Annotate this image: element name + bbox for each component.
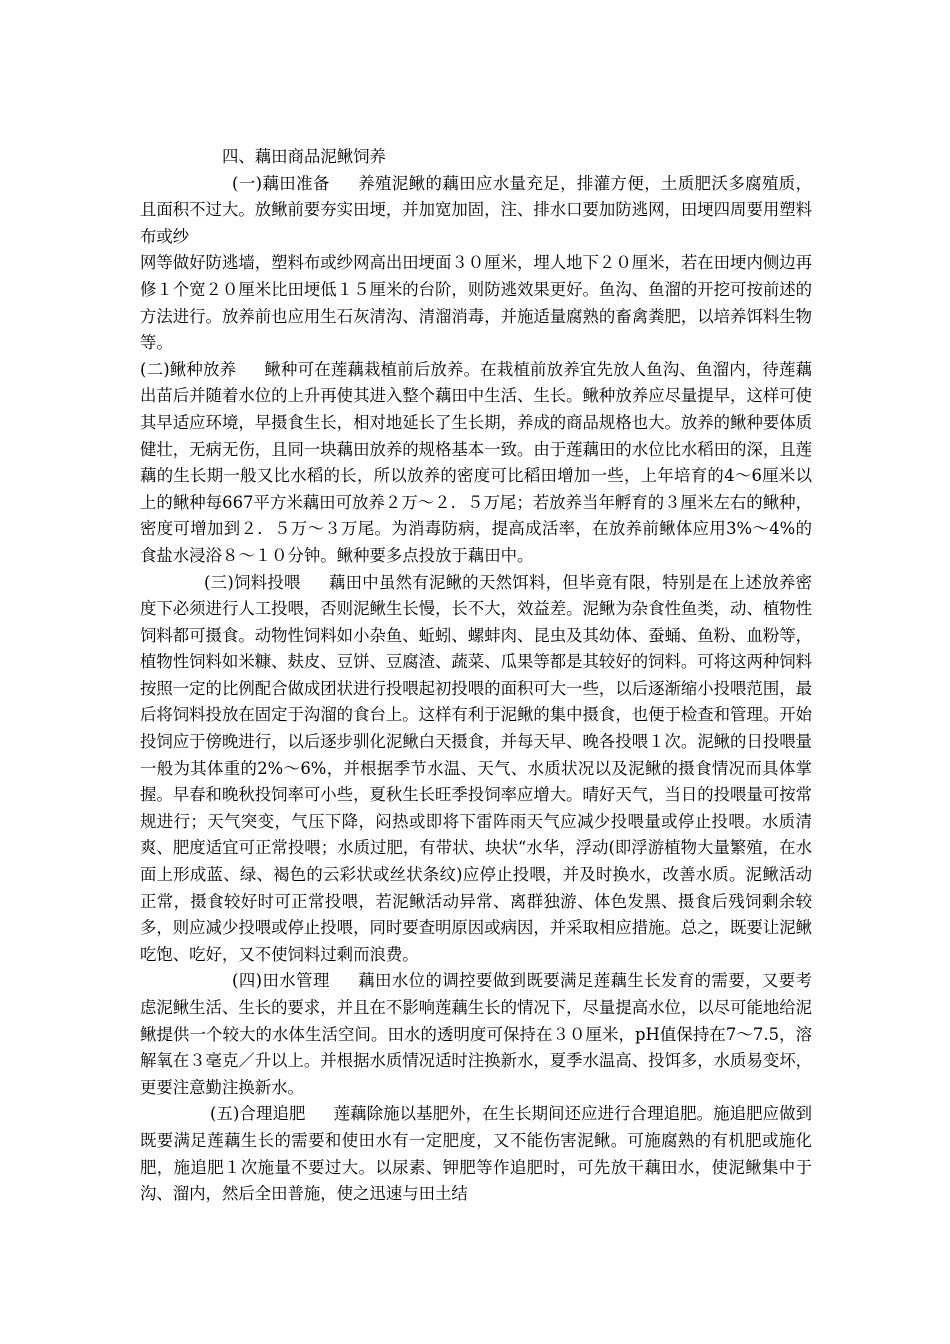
paragraph-fertilizing	[140, 1101, 812, 1207]
paragraph-text: 莲藕除施以基肥外，在生长期间还应进行合理追肥。施追肥应做到既要满足莲藕生长的需要和使田水有一定肥度，又不能伤害泥鳅。可施腐熟的有机肥或施化肥，施追肥１次施量不要过大。以尿素、钾肥等作追肥时，可先放干藕田水，使泥鳅集中于沟、溜内，然后全田普施，使之迅速与田土结	[140, 1104, 813, 1204]
paragraph-heading: (二)鳅种放养	[140, 359, 237, 379]
paragraph-text: 藕田水位的调控要做到既要满足莲藕生长发育的需要，又要考虑泥鳅生活、生长的要求，并且在不影响莲藕生长的情况下，尽量提高水位，以尽可能地给泥鳅提供一个较大的水体生活空间。田水的透明度可保持在３０厘米，pH值保持在7～7.5，溶解氧在３毫克／升以上。并根据水质情况适时注换新水，夏季水温高、投饵多，水质易变坏，更要注意勤注换新水。	[140, 971, 813, 1097]
section-title: 四、藕田商品泥鳅饲养	[222, 147, 386, 166]
paragraph-field-preparation	[140, 171, 812, 251]
paragraph-heading: (一)藕田准备	[232, 173, 330, 193]
paragraph-text: 鳅种可在莲藕栽植前后放养。在栽植前放养宜先放人鱼沟、鱼溜内，待莲藕出苗后并随着水位的上升再使其进入整个藕田中生活、生长。鳅种放养应尽量提早，这样可使其早适应环境，早摄食生长，相对地延长了生长期，养成的商品规格也大。放养的鳅种要体质健壮，无病无伤，且同一块藕田放养的规格基本一致。由于莲藕田的水位比水稻田的深，且莲藕的生长期一般又比水稻的长，所以放养的密度可比稻田增加一些，上年培育的4～6厘米以上的鳅种每667平方米藕田可放养２万～２．５万尾；若放养当年孵育的３厘米左右的鳅种，密度可增加到２．５万～３万尾。为消毒防病，提高成活率，在放养前鳅体应用3%～4%的食盐水浸浴８～１０分钟。鳅种要多点投放于藕田中。	[140, 359, 813, 565]
paragraph-text: 藕田中虽然有泥鳅的天然饵料，但毕竟有限，特别是在上述放养密度下必须进行人工投喂，否则泥鳅生长慢，长不大，效益差。泥鳅为杂食性鱼类，动、植物性饲料都可摄食。动物性饲料如小杂鱼、蚯蚓、螺蚌肉、昆虫及其幼体、蚕蛹、鱼粉、血粉等，植物性饲料如米糠、麸皮、豆饼、豆腐渣、蔬菜、瓜果等都是其较好的饲料。可将这两种饲料按照一定的比例配合做成团状进行投喂起初投喂的面积可大一些，以后逐渐缩小投喂范围，最后将饲料投放在固定于沟溜的食台上。这样有利于泥鳅的集中摄食，也便于检查和管理。开始投饲应于傍晚进行，以后逐步驯化泥鳅白天摄食，并每天早、晚各投喂１次。泥鳅的日投喂量一般为其体重的2%～6%，并根据季节水温、天气、水质状况以及泥鳅的摄食情况而具体掌握。早春和晚秋投饲率可小些，夏秋生长旺季投饲率应增大。晴好天气，当日的投喂量可按常规进行；天气突变，气压下降，闷热或即将下雷阵雨天气应减少投喂量或停止投喂。水质清爽、肥度适宜可正常投喂；水质过肥，有带状、块状“水华，浮动(即浮游植物大量繁殖，在水面上形成蓝、绿、褐色的云彩状或丝状条纹)应停止投喂，并及时换水，改善水质。泥鳅活动正常，摄食较好时可正常投喂，若泥鳅活动异常、离群独游、体色发黑、摄食后残饲剩余较多，则应减少投喂或停止投喂，同时要查明原因或病因，并采取相应措施。总之，既要让泥鳅吃饱、吃好，又不使饲料过剩而浪费。	[140, 572, 813, 964]
paragraph-text: 网等做好防逃墙，塑料布或纱网高出田埂面３０厘米，埋人地下２０厘米，若在田埂内侧边再修１个宽２０厘米比田埂低１５厘米的台阶，则防逃效果更好。鱼沟、鱼溜的开挖可按前述的方法进行。放养前也应用生石灰清沟、清溜消毒，并施适量腐熟的畜禽粪肥，以培养饵料生物等。	[140, 253, 813, 353]
paragraph-feeding	[140, 570, 812, 969]
document-body	[140, 144, 812, 1208]
paragraph-text: 养殖泥鳅的藕田应水量充足，排灌方便，土质肥沃多腐殖质，且面积不过大。放鳅前要夯实田埂，并加宽加固，注、排水口要加防逃网，田埂四周要用塑料布或纱	[140, 173, 813, 246]
paragraph-stocking	[140, 357, 812, 570]
paragraph-heading: (四)田水管理	[232, 971, 330, 991]
paragraph-water-management	[140, 968, 812, 1101]
paragraph-continuation	[140, 250, 812, 356]
paragraph-heading: (五)合理追肥	[210, 1104, 306, 1124]
paragraph-heading: (三)饲料投喂	[204, 572, 301, 592]
